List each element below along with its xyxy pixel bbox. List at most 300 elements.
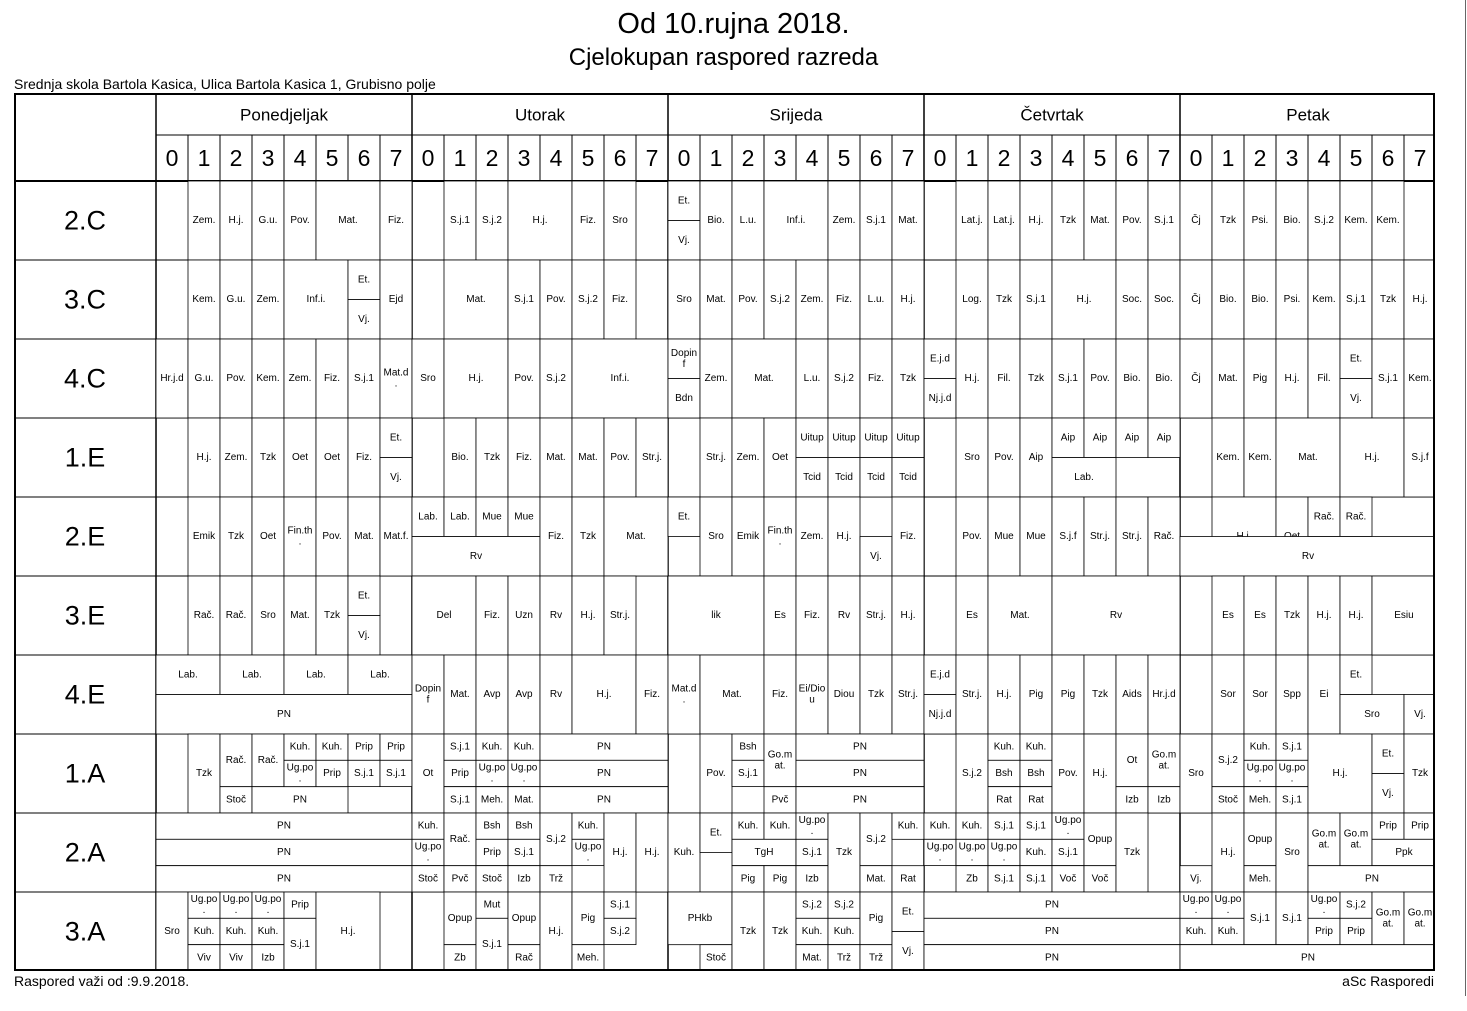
lesson-label: Bio. bbox=[451, 452, 469, 463]
lesson-label: Bsh bbox=[515, 820, 533, 832]
lesson-label: Bdn bbox=[675, 392, 693, 404]
lesson-label: S.j.1 bbox=[865, 215, 887, 226]
lesson-label: Zem. bbox=[800, 531, 824, 542]
lesson-label: Izb bbox=[1157, 794, 1171, 806]
lesson-label: Aip bbox=[1092, 432, 1108, 444]
lesson-label: H.j. bbox=[644, 847, 660, 858]
lesson-label: PN bbox=[1365, 873, 1379, 885]
lesson-label: E.j.d bbox=[929, 353, 951, 365]
period-number: 1 bbox=[965, 145, 979, 171]
lesson-label: H.j. bbox=[1220, 847, 1236, 858]
lesson-label: Pig bbox=[580, 912, 596, 924]
lesson-label: Psi. bbox=[1251, 215, 1269, 226]
lesson-label: Rv bbox=[1109, 610, 1123, 621]
class-label: 2.E bbox=[64, 521, 106, 552]
lesson-label: H.j. bbox=[596, 689, 612, 700]
lesson-label: PN bbox=[277, 708, 291, 720]
period-number: 4 bbox=[549, 145, 563, 171]
lesson-label: Fiz. bbox=[355, 452, 373, 463]
lesson-label: PN bbox=[293, 794, 307, 806]
lesson-label: S.j.1 bbox=[449, 794, 471, 806]
lesson-label: Fiz. bbox=[579, 215, 597, 226]
lesson-label: Fin.th . bbox=[767, 525, 793, 548]
lesson-label: Rv bbox=[549, 689, 563, 700]
lesson-label: Tzk bbox=[1059, 215, 1077, 226]
lesson-label: Mue bbox=[1026, 531, 1046, 542]
lesson-label: Mat. bbox=[706, 294, 726, 305]
lesson-label: Rač bbox=[515, 952, 533, 964]
lesson-label: Kem. bbox=[1312, 294, 1336, 305]
lesson-label: Stoč bbox=[1217, 794, 1239, 806]
lesson-label: S.j.1 bbox=[993, 820, 1015, 832]
period-number: 2 bbox=[997, 145, 1011, 171]
lesson-label: Pov. bbox=[962, 531, 982, 542]
lesson-label: S.j.1 bbox=[513, 294, 535, 305]
lesson-label: S.j.1 bbox=[1281, 794, 1303, 806]
lesson-label: Fiz. bbox=[611, 294, 629, 305]
lesson-label: Inf.i. bbox=[306, 294, 326, 305]
lesson-label: Bio. bbox=[1123, 373, 1141, 384]
lesson-label: H.j. bbox=[612, 847, 628, 858]
period-number: 1 bbox=[709, 145, 723, 171]
lesson-label: Tzk bbox=[1411, 768, 1429, 779]
lesson-label: Kuh. bbox=[737, 820, 759, 832]
lesson-label: H.j. bbox=[996, 689, 1012, 700]
lesson-label: Pov. bbox=[514, 373, 534, 384]
lesson-label: Psi. bbox=[1283, 294, 1301, 305]
lesson-label: Kuh. bbox=[929, 820, 951, 832]
lesson-label: Mat. bbox=[802, 952, 822, 964]
lesson-label: PN bbox=[597, 794, 611, 806]
lesson-label: Et. bbox=[357, 274, 371, 286]
lesson-label: S.j.1 bbox=[1345, 294, 1367, 305]
lesson-label: Zem. bbox=[192, 215, 216, 226]
lesson-label: Ug.po . bbox=[926, 841, 954, 864]
class-label: 4.E bbox=[64, 679, 106, 710]
lesson-label: Rač. bbox=[449, 833, 471, 845]
lesson-label: Trž bbox=[836, 952, 852, 964]
lesson-label: Izb bbox=[261, 952, 275, 964]
lesson-label: Fiz. bbox=[803, 610, 821, 621]
lesson-label: S.j.1 bbox=[385, 767, 407, 779]
lesson-label: Et. bbox=[1381, 748, 1395, 760]
lesson-label: S.j.1 bbox=[993, 873, 1015, 885]
lesson-label: H.j. bbox=[548, 926, 564, 937]
lesson-label: L.u. bbox=[739, 215, 757, 226]
lesson-label: Tzk bbox=[1283, 610, 1301, 621]
lesson-label: Pig bbox=[740, 873, 756, 885]
period-number: 7 bbox=[901, 145, 915, 171]
lesson-label: Izb bbox=[1125, 794, 1139, 806]
lesson-label: E.j.d bbox=[929, 669, 951, 681]
period-number: 4 bbox=[1061, 145, 1075, 171]
lesson-label: Zem. bbox=[704, 373, 728, 384]
lesson-label: Kuh. bbox=[801, 925, 823, 937]
lesson-label: S.j.2 bbox=[801, 899, 823, 911]
lesson-label: PHkb bbox=[687, 912, 713, 924]
lesson-label: Kem. bbox=[1216, 452, 1240, 463]
lesson-label: Kuh. bbox=[1217, 925, 1239, 937]
lesson-label: Lab. bbox=[418, 511, 438, 523]
lesson-label: PN bbox=[277, 820, 291, 832]
lesson-label: Vj. bbox=[390, 471, 402, 483]
lesson-label: Rač. bbox=[193, 610, 215, 621]
lesson-label: Uzn bbox=[515, 610, 533, 621]
lesson-label: Fiz. bbox=[867, 373, 885, 384]
lesson-label: Pov. bbox=[226, 373, 246, 384]
lesson-label: Ug.po . bbox=[958, 841, 986, 864]
lesson-label: Kuh. bbox=[321, 741, 343, 753]
period-number: 7 bbox=[645, 145, 659, 171]
lesson-label: Sro bbox=[420, 373, 436, 384]
lesson-label: H.j. bbox=[580, 610, 596, 621]
lesson-label: Mat. bbox=[1010, 610, 1030, 621]
lesson-label: Ug.po . bbox=[574, 841, 602, 864]
lesson-label: Tzk bbox=[483, 452, 501, 463]
lesson-label: Fiz. bbox=[547, 531, 565, 542]
lesson-label: Et. bbox=[709, 827, 723, 839]
lesson-label: Pov. bbox=[322, 531, 342, 542]
lesson-label: S.j.2 bbox=[833, 899, 855, 911]
lesson-label: Zem. bbox=[800, 294, 824, 305]
period-number: 5 bbox=[1349, 145, 1363, 171]
lesson-label: Zem. bbox=[832, 215, 856, 226]
lesson-label: H.j. bbox=[1076, 294, 1092, 305]
lesson-label: Uitup bbox=[896, 432, 920, 444]
lesson-label: Esiu bbox=[1394, 610, 1414, 621]
lesson-label: L.u. bbox=[803, 373, 821, 384]
lesson-label: S.j.2 bbox=[577, 294, 599, 305]
period-number: 1 bbox=[1221, 145, 1235, 171]
lesson-label: Prip bbox=[483, 846, 501, 858]
period-number: 3 bbox=[517, 145, 531, 171]
lesson-label: Diou bbox=[833, 689, 855, 700]
lesson-label: Mut bbox=[483, 899, 501, 911]
lesson-label: Nj.j.d bbox=[928, 708, 952, 720]
lesson-label: Kem. bbox=[192, 294, 216, 305]
lesson-label: Lab. bbox=[178, 669, 198, 681]
lesson-label: PN bbox=[1045, 925, 1059, 937]
lesson-label: Fiz. bbox=[323, 373, 341, 384]
class-label: 2.C bbox=[63, 205, 107, 236]
day-header: Srijeda bbox=[769, 105, 823, 125]
lesson-label: Kuh. bbox=[1025, 741, 1047, 753]
lesson-label: Tzk bbox=[579, 531, 597, 542]
lesson-label: Prip bbox=[1411, 820, 1429, 832]
lesson-label: Mat. bbox=[354, 531, 374, 542]
lesson-label: Prip bbox=[1379, 820, 1397, 832]
lesson-label: Zb bbox=[454, 952, 466, 964]
lesson-label: Str.j. bbox=[961, 689, 983, 700]
period-number: 4 bbox=[805, 145, 819, 171]
lesson-label: Tzk bbox=[995, 294, 1013, 305]
lesson-label: Pig bbox=[772, 873, 788, 885]
lesson-label: Ei bbox=[1319, 689, 1329, 700]
lesson-label: Tzk bbox=[1219, 215, 1237, 226]
lesson-label: H.j. bbox=[900, 610, 916, 621]
lesson-label: Rač. bbox=[1313, 511, 1335, 523]
lesson-label: H.j. bbox=[468, 373, 484, 384]
lesson-label: Mat. bbox=[514, 794, 534, 806]
lesson-label: Lab. bbox=[306, 669, 326, 681]
lesson-label: Izb bbox=[805, 873, 819, 885]
lesson-label: S.j.1 bbox=[1025, 294, 1047, 305]
lesson-label: S.j.1 bbox=[1281, 741, 1303, 753]
lesson-label: Log. bbox=[962, 294, 982, 305]
period-number: 5 bbox=[1093, 145, 1107, 171]
page-title: Od 10.rujna 2018. bbox=[617, 8, 850, 40]
period-number: 3 bbox=[1029, 145, 1043, 171]
lesson-label: Rač. bbox=[257, 754, 279, 766]
lesson-label: Et. bbox=[389, 432, 403, 444]
lesson-label: S.j.1 bbox=[353, 373, 375, 384]
lesson-label: Oet bbox=[771, 452, 789, 463]
lesson-label: Tzk bbox=[835, 847, 853, 858]
lesson-label: Go.m at. bbox=[1151, 749, 1177, 772]
lesson-label: Tzk bbox=[1379, 294, 1397, 305]
lesson-label: Uitup bbox=[832, 432, 856, 444]
lesson-label: Rv bbox=[837, 610, 851, 621]
lesson-label: Soc. bbox=[1153, 294, 1175, 305]
lesson-label: Pov. bbox=[610, 452, 630, 463]
lesson-label: Rač. bbox=[225, 754, 247, 766]
lesson-label: H.j. bbox=[340, 926, 356, 937]
timetable-grid bbox=[14, 93, 1435, 971]
lesson-label: Kuh. bbox=[513, 741, 535, 753]
lesson-label: Rač. bbox=[1345, 511, 1367, 523]
period-number: 1 bbox=[453, 145, 467, 171]
lesson-label: Str.j. bbox=[705, 452, 727, 463]
lesson-label: Es bbox=[774, 610, 786, 621]
lesson-label: Sor bbox=[1252, 689, 1268, 700]
lesson-label: G.u. bbox=[226, 294, 246, 305]
lesson-label: Ug.po . bbox=[510, 762, 538, 785]
lesson-label: Ug.po . bbox=[1310, 894, 1338, 917]
lesson-label: Vj. bbox=[902, 945, 914, 957]
lesson-label: L.u. bbox=[867, 294, 885, 305]
lesson-label: Kuh. bbox=[961, 820, 983, 832]
lesson-label: Ug.po . bbox=[222, 894, 250, 917]
school-name: Srednja skola Bartola Kasica, Ulica Bartola Kasica 1, Grubisno polje bbox=[14, 76, 436, 92]
lesson-label: Prip bbox=[1347, 925, 1365, 937]
period-number: 5 bbox=[581, 145, 595, 171]
lesson-label: Ug.po . bbox=[798, 815, 826, 838]
lesson-label: Del bbox=[436, 610, 452, 621]
lesson-label: Trž bbox=[548, 873, 564, 885]
lesson-label: H.j. bbox=[1028, 215, 1044, 226]
lesson-label: Ei/Dio u bbox=[798, 683, 826, 706]
lesson-label: Zem. bbox=[736, 452, 760, 463]
lesson-label: Tcid bbox=[803, 471, 821, 483]
lesson-label: Hr.j.d bbox=[160, 373, 184, 384]
lesson-label: Go.m at. bbox=[767, 749, 793, 772]
lesson-label: Izb bbox=[517, 873, 531, 885]
lesson-label: Oet bbox=[259, 531, 277, 542]
lesson-label: PN bbox=[1045, 899, 1059, 911]
lesson-label: Kuh. bbox=[1249, 741, 1271, 753]
period-number: 2 bbox=[229, 145, 243, 171]
lesson-label: Bsh bbox=[739, 741, 757, 753]
lesson-label: Et. bbox=[677, 195, 691, 207]
period-number: 2 bbox=[741, 145, 755, 171]
lesson-label: Str.j. bbox=[641, 452, 663, 463]
period-number: 3 bbox=[1285, 145, 1299, 171]
lesson-label: Ot bbox=[422, 768, 434, 779]
period-number: 3 bbox=[261, 145, 275, 171]
lesson-label: Sro bbox=[1188, 768, 1204, 779]
lesson-label: Vj. bbox=[870, 550, 882, 562]
class-label: 3.A bbox=[64, 916, 106, 947]
lesson-label: Fiz. bbox=[387, 215, 405, 226]
lesson-label: S.j.1 bbox=[449, 215, 471, 226]
lesson-label: Kuh. bbox=[193, 925, 215, 937]
class-label: 4.C bbox=[63, 363, 107, 394]
lesson-label: Lat.j. bbox=[961, 215, 983, 226]
lesson-label: Ug.po . bbox=[254, 894, 282, 917]
software-credit: aSc Rasporedi bbox=[1342, 973, 1434, 989]
lesson-label: Voč bbox=[1059, 873, 1077, 885]
lesson-label: Kem. bbox=[1248, 452, 1272, 463]
lesson-label: Mat. bbox=[722, 689, 742, 700]
valid-from-note: Raspored važi od :9.9.2018. bbox=[14, 973, 190, 989]
lesson-label: Fiz. bbox=[899, 531, 917, 542]
lesson-label: Aids bbox=[1122, 689, 1142, 700]
lesson-label: Pov. bbox=[290, 215, 310, 226]
lesson-label: H.j. bbox=[1364, 452, 1380, 463]
lesson-label: Et. bbox=[357, 590, 371, 602]
period-number: 1 bbox=[197, 145, 211, 171]
lesson-label: Fiz. bbox=[771, 689, 789, 700]
lesson-label: S.j.2 bbox=[1313, 215, 1335, 226]
lesson-label: Kuh. bbox=[1025, 846, 1047, 858]
lesson-label: Sor bbox=[1220, 689, 1236, 700]
lesson-label: Mat. bbox=[898, 215, 918, 226]
lesson-label: Mat. bbox=[626, 531, 646, 542]
lesson-label: Mat. bbox=[466, 294, 486, 305]
lesson-label: Zem. bbox=[288, 373, 312, 384]
lesson-label: S.j.1 bbox=[737, 767, 759, 779]
lesson-label: Str.j. bbox=[1089, 531, 1111, 542]
lesson-label: Sro bbox=[708, 531, 724, 542]
lesson-label: H.j. bbox=[228, 215, 244, 226]
period-number: 0 bbox=[933, 145, 947, 171]
lesson-label: Bio. bbox=[707, 215, 725, 226]
lesson-label: Kem. bbox=[1344, 215, 1368, 226]
lesson-label: H.j. bbox=[1316, 610, 1332, 621]
lesson-label: Stoč bbox=[225, 794, 247, 806]
lesson-label: Tzk bbox=[771, 926, 789, 937]
class-label: 3.E bbox=[64, 600, 106, 631]
lesson-label: Go.m at. bbox=[1375, 907, 1401, 930]
lesson-label: Mat. bbox=[546, 452, 566, 463]
lesson-label: Bio. bbox=[1219, 294, 1237, 305]
lesson-label: Pig bbox=[868, 912, 884, 924]
lesson-label: Ug.po . bbox=[190, 894, 218, 917]
class-label: 1.A bbox=[64, 758, 106, 789]
lesson-label: Opup bbox=[511, 912, 537, 924]
period-number: 6 bbox=[869, 145, 883, 171]
period-number: 0 bbox=[1189, 145, 1203, 171]
lesson-label: Aip bbox=[1028, 452, 1044, 463]
lesson-label: Stoč bbox=[417, 873, 439, 885]
lesson-label: Oet bbox=[323, 452, 341, 463]
lesson-label: Čj bbox=[1191, 373, 1201, 384]
lesson-label: H.j. bbox=[196, 452, 212, 463]
lesson-label: Uitup bbox=[864, 432, 888, 444]
lesson-label: Zem. bbox=[256, 294, 280, 305]
lesson-label: Mat. bbox=[290, 610, 310, 621]
lesson-label: Mat. bbox=[338, 215, 358, 226]
lesson-label: Mat. bbox=[1218, 373, 1238, 384]
lesson-label: Es bbox=[1222, 610, 1234, 621]
lesson-label: Es bbox=[1254, 610, 1266, 621]
lesson-label: S.j.2 bbox=[1217, 754, 1239, 766]
lesson-label: Emik bbox=[736, 531, 760, 542]
page-subtitle: Cjelokupan raspored razreda bbox=[568, 44, 879, 71]
lesson-label: Et. bbox=[1349, 353, 1363, 365]
lesson-label: S.j.1 bbox=[1249, 912, 1271, 924]
lesson-label: Prip bbox=[1315, 925, 1333, 937]
lesson-label: Tzk bbox=[195, 768, 213, 779]
lesson-label: Dopin f bbox=[414, 683, 442, 706]
lesson-label: Soc. bbox=[1121, 294, 1143, 305]
lesson-label: Pov. bbox=[706, 768, 726, 779]
period-number: 0 bbox=[421, 145, 435, 171]
lesson-label: Emik bbox=[192, 531, 216, 542]
lesson-label: Lab. bbox=[450, 511, 470, 523]
lesson-label: Hr.j.d bbox=[1152, 689, 1176, 700]
lesson-label: Et. bbox=[1349, 669, 1363, 681]
lesson-label: Tcid bbox=[867, 471, 885, 483]
lesson-label: Sro bbox=[676, 294, 692, 305]
lesson-label: Kuh. bbox=[1185, 925, 1207, 937]
lesson-label: Vj. bbox=[358, 313, 370, 325]
lesson-label: S.j.1 bbox=[481, 939, 503, 951]
class-label: 1.E bbox=[64, 442, 106, 473]
lesson-label: Mat. bbox=[1298, 452, 1318, 463]
lesson-label: Rv bbox=[1301, 550, 1315, 562]
lesson-label: Ppk bbox=[1395, 846, 1413, 858]
day-header: Četvrtak bbox=[1020, 105, 1084, 125]
lesson-label: Mat. bbox=[866, 873, 886, 885]
lesson-label: Bsh bbox=[1027, 767, 1045, 779]
lesson-label: Bio. bbox=[1283, 215, 1301, 226]
lesson-label: Čj bbox=[1191, 294, 1201, 305]
period-number: 5 bbox=[325, 145, 339, 171]
lesson-label: Voč bbox=[1091, 873, 1109, 885]
lesson-label: Pov. bbox=[1122, 215, 1142, 226]
lesson-label: Lab. bbox=[370, 669, 390, 681]
lesson-label: Tzk bbox=[323, 610, 341, 621]
lesson-label: Rat bbox=[996, 794, 1012, 806]
lesson-label: S.j.2 bbox=[769, 294, 791, 305]
lesson-label: Aip bbox=[1156, 432, 1172, 444]
lesson-label: Meh. bbox=[1248, 873, 1272, 885]
lesson-label: Rv bbox=[549, 610, 563, 621]
lesson-label: Fiz. bbox=[643, 689, 661, 700]
lesson-label: Prip bbox=[451, 767, 469, 779]
lesson-label: Pig bbox=[1028, 689, 1044, 700]
lesson-label: Vj. bbox=[1190, 873, 1202, 885]
lesson-label: Tzk bbox=[1091, 689, 1109, 700]
lesson-label: Ug.po . bbox=[1182, 894, 1210, 917]
lesson-label: Ot bbox=[1126, 754, 1138, 766]
lesson-label: Aip bbox=[1060, 432, 1076, 444]
lesson-label: S.j.1 bbox=[289, 939, 311, 951]
lesson-label: Tzk bbox=[227, 531, 245, 542]
lesson-label: Prip bbox=[291, 899, 309, 911]
lesson-label: Ug.po . bbox=[990, 841, 1018, 864]
